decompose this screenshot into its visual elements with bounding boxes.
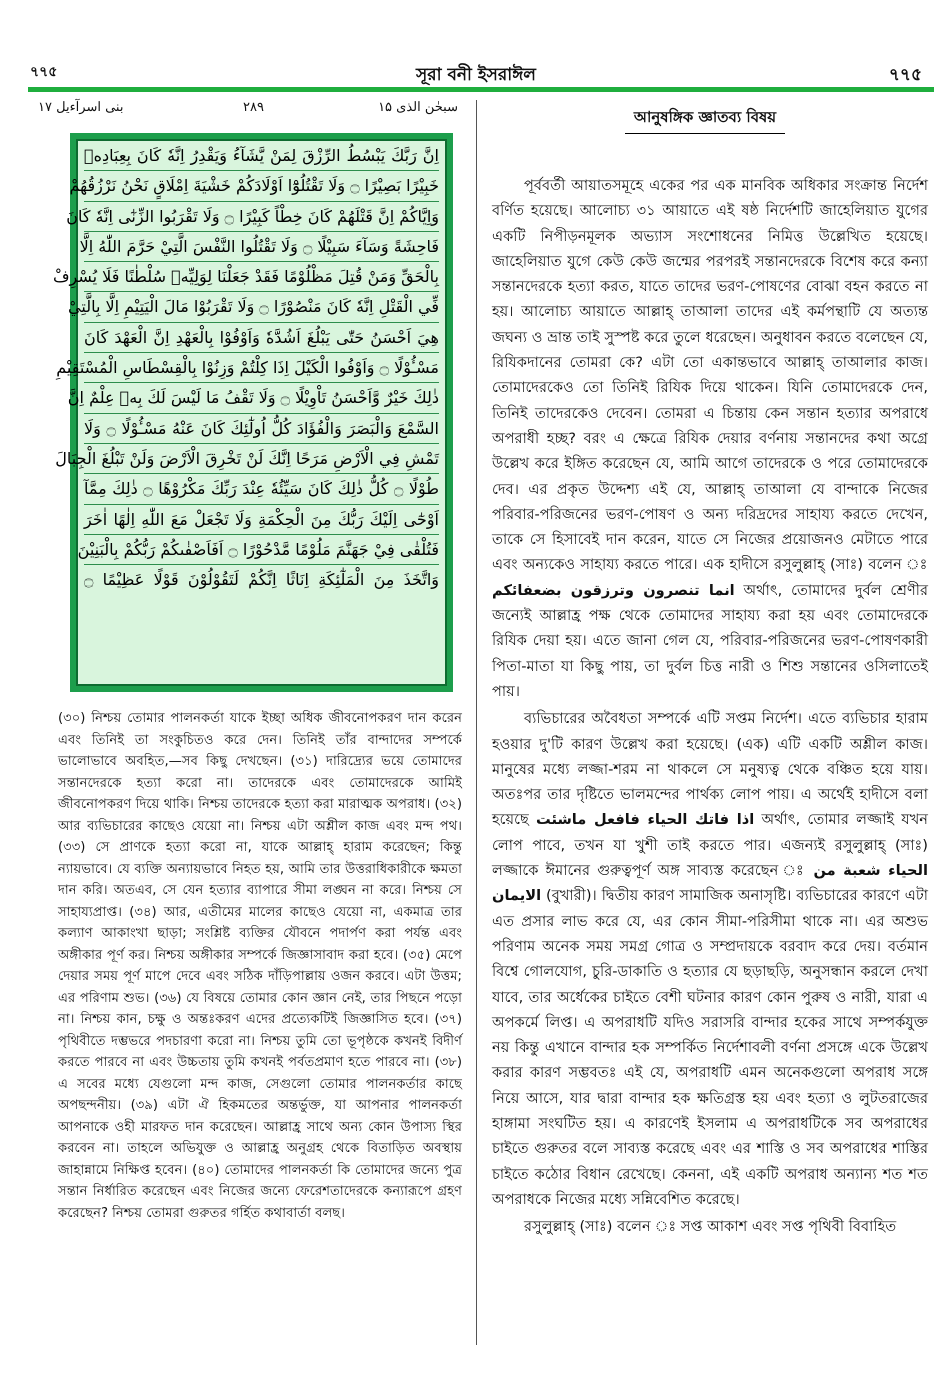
page-number-left: ৭৭৫ [30,64,58,80]
quran-line: اَوْحٰٓى اِلَيْكَ رَبُّكَ مِنَ الْحِكْمَةِ وَلَا تَجْعَلْ مَعَ اللّٰهِ اِلٰهًا اٰخَرَ [84,505,439,535]
commentary-text: পূর্ববর্তী আয়াতসমূহে একের পর এক মানবিক অধিকার সংক্রান্ত নির্দেশ বর্ণিত হয়েছে। আলোচ্য ৩১ আয়াতে এই ষষ্ঠ নির্দেশটি জাহেলিয়াত যুগের একটি নিপীড়নমূলক অভ্যাস সংশোধনের নিমিত্ত উল্লেখিত হয়েছে। জাহেলিয়াত যুগে কেউ কেউ জন্মের পরপরই সন্তানদেরকে বিশেষ করে কন্যা সন্তানদেরকে হত্যা করত, যাতে তাদের ভরণ-পোষণের বোঝা বহন করতে না হয়। আলোচ্য আয়াতে আল্লাহ্ তাআলা তাদের এই কর্মপন্থাটি যে অত্যন্ত জঘন্য ও ভ্রান্ত তাই সুস্পষ্ট করে তুলে ধরেছেন। অনুধাবন করতে বলেছেন যে, রিযিকদানের তোমরা কে? এটা তো একান্তভাবে আল্লাহ্ তাআলার কাজ। তোমাদেরকেও তো তিনিই রিযিক দিয়ে থাকেন। যিনি তোমাদেরকে দেন, তিনিই তাদেরকেও দেবেন। তোমরা এ চিন্তায় কেন সন্তান হত্যার অপরাধে অপরাধী হচ্ছ? বরং এ ক্ষেত্রে রিযিক দেয়ার বর্ণনায় সন্তানদের কথা অগ্রে উল্লেখ করে ইঙ্গিত করেছেন যে, আমি আগে তাদেরকে ও পরে তোমাদেরকে দেব। এর প্রকৃত উদ্দেশ্য এই যে, আল্লাহ্ তাআলা যে বান্দাকে নিজের পরিবার-পরিজনের ভরণ-পোষণ ও অন্য দরিদ্রদের সাহায্য করতে দেখেন, তাকে সে হিসাবেই দান করেন, যাতে সে নিজের প্রয়োজনও মেটাতে পারে এবং অন্যকেও সাহায্য করতে পারে। এক হাদীসে রসুলুল্লাহ্ (সাঃ) বলেন ঃ [492,177,928,574]
quran-header-page: ۲۸۹ [243,100,264,115]
quran-line: تَمْشِ فِي الْاَرْضِ مَرَحًا اِنَّكَ لَنْ تَخْرِقَ الْاَرْضَ وَلَنْ تَبْلُغَ الْجِبَالَ [84,444,439,474]
commentary-title: আনুষঙ্গিক জ্ঞাতব্য বিষয় [633,108,777,126]
header-rule [28,87,934,92]
quran-line: خَبِيْرًا بَصِيْرًا ۝ وَلَا تَقْتُلُوْٓا اَوْلَادَكُمْ خَشْيَةَ اِمْلَاقٍ نَحْنُ نَرْزُقُهُمْ [84,171,439,201]
commentary-text: রসুলুল্লাহ্ (সাঃ) বলেন ঃ সপ্ত আকাশ এবং সপ্ত পৃথিবী বিবাহিত [524,1218,897,1236]
quran-header-surah: بنی اسرآءیل ۱۷ [38,100,124,115]
quran-line: طُوْلًا ۝ كُلُّ ذٰلِكَ كَانَ سَيِّئُهٗ عِنْدَ رَبِّكَ مَكْرُوْهًا ۝ ذٰلِكَ مِمَّآ [84,474,439,504]
quran-text-box [52,133,453,692]
commentary-text: ব্যভিচারের অবৈধতা সম্পর্কে এটি সপ্তম নির্দেশ। এতে ব্যভিচার হারাম হওয়ার দু'টি কারণ উল্লেখ করা হয়েছে। (এক) এটি একটি অশ্লীল কাজ। মানুষের মধ্যে লজ্জা-শরম না থাকলে সে মনুষ্যত্ব থেকে বঞ্চিত হয়ে যায়। অতঃপর তার দৃষ্টিতে ভালমন্দের পার্থক্য লোপ পায়। এ অর্থেই হাদীসে বলা হয়েছে [492,710,928,829]
commentary-text: (বুখারী)। দ্বিতীয় কারণ সামাজিক অনাসৃষ্টি। ব্যভিচারের কারণে এটা এত প্রসার লাভ করে যে, এর কোন সীমা-পরিসীমা থাকে না। এর অশুভ পরিণাম অনেক সময় সমগ্র গোত্র ও সম্প্রদায়কে বরবাদ করে দেয়। বর্তমান বিশ্বে গোলযোগ, চুরি-ডাকাতি ও হত্যার যে ছড়াছড়ি, অনুসন্ধান করলে দেখা যাবে, তার অর্ধেকের চাইতে বেশী ঘটনার কারণ কোন পুরুষ ও নারী, যারা এ অপকর্মে লিপ্ত। এ অপরাধটি যদিও সরাসরি বান্দার হকের সাথে সম্পর্কযুক্ত নয় কিন্তু এখানে বান্দার হক সম্পর্কিত নির্দেশাবলী বর্ণনা প্রসঙ্গে একে উল্লেখ করার কারণ সম্ভবতঃ এই যে, অপরাধটি এমন অনেকগুলো অপরাধ সঙ্গে নিয়ে আসে, যার দ্বারা বান্দার হক ক্ষতিগ্রস্ত হয় এবং হত্যা ও লুটতরাজের হাঙ্গামা সংঘটিত হয়। এ কারণেই ইসলাম এ অপরাধটিকে সব অপরাধের চাইতে গুরুতর বলে সাব্যস্ত করেছে এবং এর শাস্তি ও সব অপরাধের শাস্তির চাইতে কঠোর বিধান রেখেছে। কেননা, এই একটি অপরাধ অন্যান্য শত শত অপরাধকে নিজের মধ্যে সন্নিবেশিত করেছে। [492,887,928,1208]
quran-line: فِّي الْقَتْلِ اِنَّهٗ كَانَ مَنْصُوْرًا ۝ وَلَا تَقْرَبُوْا مَالَ الْيَتِيْمِ اِلَّا بِالَّتِيْ [84,292,439,322]
quran-line: السَّمْعَ وَالْبَصَرَ وَالْفُؤَادَ كُلُّ اُولٰٓئِكَ كَانَ عَنْهُ مَسْـُٔوْلًا ۝ وَلَا [84,414,439,444]
surah-title: সূরা বনী ইসরাঈল [416,65,536,85]
commentary-paragraph [492,706,928,1212]
quran-header-para: سبحٰن الذی ۱۵ [378,100,458,115]
quran-line: هِيَ اَحْسَنُ حَتّٰى يَبْلُغَ اَشُدَّهٗ وَاَوْفُوْا بِالْعَهْدِ اِنَّ الْعَهْدَ كَانَ [84,323,439,353]
commentary-paragraph [492,1214,928,1239]
quran-line: بِالْحَقِّ وَمَنْ قُتِلَ مَظْلُوْمًا فَقَدْ جَعَلْنَا لِوَلِيِّهٖ سُلْطٰنًا فَلَا يُسْرِفْ [84,262,439,292]
commentary-text: অর্থাৎ, তোমাদের দুর্বল শ্রেণীর জন্যেই আল্লাহ্র পক্ষ থেকে তোমাদের সাহায্য করা হয় এবং তোমাদেরকে রিযিক দেয়া হয়। এতে জানা গেল যে, পরিবার-পরিজনের ভরণ-পোষণকারী পিতা-মাতা যা কিছু পায়, তা দুর্বল চিত্ত নারী ও শিশু সন্তানের ওসিলাতেই পায়। [492,581,928,700]
quran-line: فَتُلْقٰى فِيْ جَهَنَّمَ مَلُوْمًا مَّدْحُوْرًا ۝ اَفَاَصْفٰىكُمْ رَبُّكُمْ بِالْبَنِيْنَ [84,535,439,565]
quran-line: وَاِيَّاكُمْ اِنَّ قَتْلَهُمْ كَانَ خِطْاً كَبِيْرًا ۝ وَلَا تَقْرَبُوا الزِّنٰٓى اِنَّهٗ كَانَ [84,202,439,232]
page-header [0,0,952,92]
translation-text: (৩০) নিশ্চয় তোমার পালনকর্তা যাকে ইচ্ছা অধিক জীবনোপকরণ দান করেন এবং তিনিই তা সংকুচিতও করে দেন। তিনিই তাঁর বান্দাদের সম্পর্কে ভালোভাবে অবহিত,—সব কিছু দেখছেন। (৩১) দারিদ্র্যের ভয়ে তোমাদের সন্তানদেরকে হত্যা করো না। তাদেরকে এবং তোমাদেরকে আমিই জীবনোপকরণ দিয়ে থাকি। নিশ্চয় তাদেরকে হত্যা করা মারাত্মক অপরাধ। (৩২) আর ব্যভিচারের কাছেও যেয়ো না। নিশ্চয় এটা অশ্লীল কাজ এবং মন্দ পথ। (৩৩) সে প্রাণকে হত্যা করো না, যাকে আল্লাহ্ হারাম করেছেন; কিন্তু ন্যায়ভাবে। যে ব্যক্তি অন্যায়ভাবে নিহত হয়, আমি তার উত্তরাধিকারীকে ক্ষমতা দান করি। অতএব, সে যেন হত্যার ব্যাপারে সীমা লঙ্ঘন না করে। নিশ্চয় সে সাহায্যপ্রাপ্ত। (৩৪) আর, এতীমের মালের কাছেও যেয়ো না, একমাত্র তার কল্যাণ আকাংখা ছাড়া; সংশ্লিষ্ট ব্যক্তির যৌবনে পদার্পণ করা পর্যন্ত এবং অঙ্গীকার পূর্ণ কর। নিশ্চয় অঙ্গীকার সম্পর্কে জিজ্ঞাসাবাদ করা হবে। (৩৫) মেপে দেয়ার সময় পূর্ণ মাপে দেবে এবং সঠিক দাঁড়িপাল্লায় ওজন করবে। এটা উত্তম; এর পরিণাম শুভ। (৩৬) যে বিষয়ে তোমার কোন জ্ঞান নেই, তার পিছনে পড়ো না। নিশ্চয় কান, চক্ষু ও অন্তঃকরণ এদের প্রত্যেকটিই জিজ্ঞাসিত হবে। (৩৭) পৃথিবীতে দম্ভভরে পদচারণা করো না। নিশ্চয় তুমি তো ভূপৃষ্ঠকে কখনই বিদীর্ণ করতে পারবে না এবং উচ্চতায় তুমি কখনই পর্বতপ্রমাণ হতে পারবে না। (৩৮) এ সবের মধ্যে যেগুলো মন্দ কাজ, সেগুলো তোমার পালনকর্তার কাছে অপছন্দনীয়। (৩৯) এটা ঐ হিকমতের অন্তর্ভুক্ত, যা আপনার পালনকর্তা আপনাকে ওহী মারফত দান করেছেন। আল্লাহ্র সাথে অন্য কোন উপাস্য স্থির করবেন না। তাহলে অভিযুক্ত ও আল্লাহ্র অনুগ্রহ থেকে বিতাড়িত অবস্থায় জাহান্নামে নিক্ষিপ্ত হবেন। (৪০) তোমাদের পালনকর্তা কি তোমাদের জন্যে পুত্র সন্তান নির্ধারিত করেছেন এবং নিজের জন্যে ফেরেশতাদেরকে কন্যারূপে গ্রহণ করেছেন? নিশ্চয় তোমরা গুরুতর গর্হিত কথাবার্তা বলছ। [58,711,462,1221]
commentary-paragraph [492,173,928,704]
column-divider [476,100,477,1345]
arabic-hadith: اذا فاتك الحياء فافعل ماشئت [536,811,755,829]
commentary-body [492,173,928,1241]
quran-block-header [38,100,458,122]
quran-line: ذٰلِكَ خَيْرٌ وَّاَحْسَنُ تَاْوِيْلًا ۝ وَلَا تَقْفُ مَا لَيْسَ لَكَ بِهٖ عِلْمٌ اِنَّ [84,383,439,413]
quran-line: مَسْـُٔوْلًا ۝ وَاَوْفُوا الْكَيْلَ اِذَا كِلْتُمْ وَزِنُوْا بِالْقِسْطَاسِ الْمُسْتَقِيْمِ [84,353,439,383]
quran-line: فَاحِشَةً وَسَآءَ سَبِيْلًا ۝ وَلَا تَقْتُلُوا النَّفْسَ الَّتِيْ حَرَّمَ اللّٰهُ اِلَّا [84,232,439,262]
page-number-right: ৭৭৫ [888,65,922,85]
commentary-text: অর্থাৎ, তোমার লজ্জাই যখন লোপ পাবে, তখন যা খুশী তাই করতে পার। এজন্যই রসুলুল্লাহ্ (সাঃ) লজ্জাকে ঈমানের গুরুত্বপূর্ণ অঙ্গ সাব্যস্ত করেছেন ঃ [492,811,928,880]
arabic-hadith: انما تنصرون وترزقون بضعفائكم [492,581,735,599]
arabic-hadith: الحياء شعبة من الايمان [492,862,929,905]
quran-line: وَاتَّخَذَ مِنَ الْمَلٰٓئِكَةِ اِنَاثًا اِنَّكُمْ لَتَقُوْلُوْنَ قَوْلًا عَظِيْمًا ۝ [84,570,439,590]
quran-text-inner [52,139,447,686]
commentary-title-underline [625,133,785,134]
quran-line: اِنَّ رَبَّكَ يَبْسُطُ الرِّزْقَ لِمَنْ يَّشَآءُ وَيَقْدِرُ اِنَّهٗ كَانَ بِعِبَادِهٖ [84,141,439,171]
